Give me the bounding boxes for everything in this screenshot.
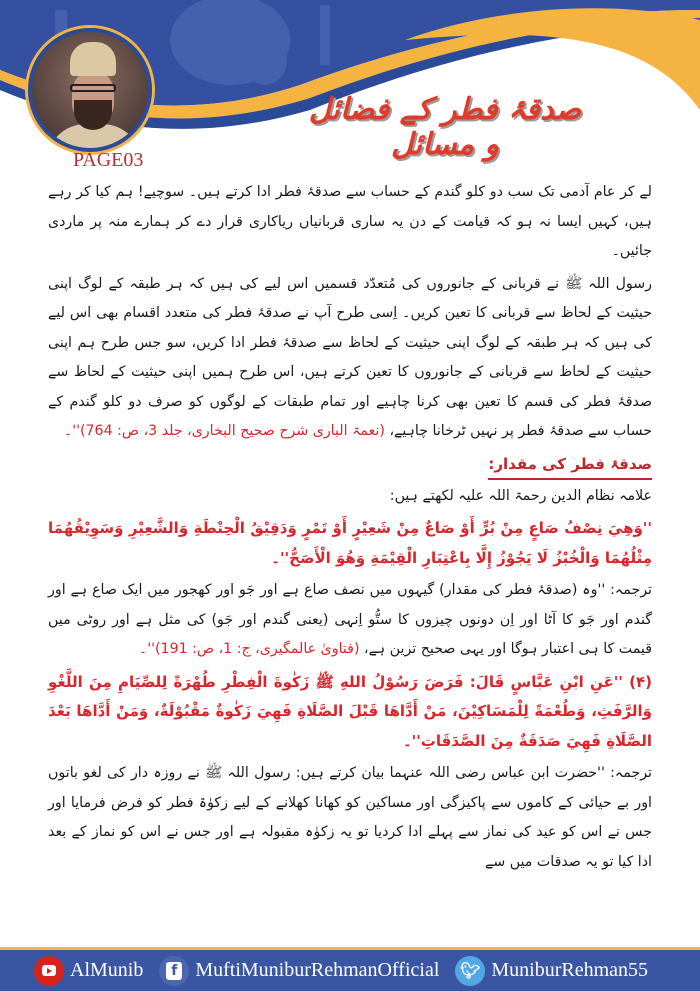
- youtube-icon: [34, 956, 64, 986]
- intro-line: علامہ نظام الدین رحمۃ اللہ علیہ لکھتے ہیں:: [389, 487, 652, 504]
- paragraph-text: رسول اللہ ﷺ نے قربانی کے جانوروں کی مُتعدّد قسمیں اس لیے کی ہیں کہ ہر طبقہ کے لوگ اپنی حیثیت کے لحاظ سے قربانی کا تعین کریں۔ اِسی طرح آپ نے صدقۂ فطر کی متعدد اقسام بھی اس لیے کی ہیں کہ ہر طبقہ کے لوگ اپنی حیثیت کے لحاظ سے صدقۂ فطر ادا کریں، سو جس طرح ہم اپنی حیثیت کے لحاظ سے قربانی کے جانوروں کا تعین کرتے ہیں، اس طرح ہمیں اپنی حیثیت کے لحاظ سے صدقۂ فطر کی قسم کا تعین بھی کرنا چاہیے اور تمام طبقات کے لوگوں کو صرف دو کلو گندم کے حساب سے صدقۂ فطر پر نہیں ٹرخانا چاہیے،: [48, 275, 652, 439]
- citation: (فتاویٰ عالمگیری، ج: 1، ص: 191)''۔: [138, 641, 360, 657]
- translation: [48, 576, 652, 665]
- section-heading: صدقۂ فطر کی مقدار:: [488, 450, 652, 480]
- translation: ترجمہ: ''حضرت ابن عباس رضی اللہ عنہما بیان کرتے ہیں: رسول اللہ ﷺ نے روزہ دار کی لغو باتوں اور بے حیائی کے کاموں سے پاکیزگی اور مساکین کو کھانا کھلانے کے لیے زکوٰۃ فطر کو فرض فرمایا اور جس نے اس کو عید کی نماز سے پہلے ادا کردیا تو یہ زکوٰہ مقبولہ ہے اور جس نے اس کو نماز کے بعد ادا کیا تو یہ صدقات میں سے: [48, 765, 652, 870]
- youtube-handle: AlMunib: [70, 959, 144, 981]
- twitter-icon: 🐦︎: [455, 956, 485, 986]
- social-footer: [0, 947, 700, 991]
- citation: (نعمۃ الباری شرح صحیح البخاری، جلد 3، ص: 764)''۔: [63, 423, 385, 439]
- facebook-handle: MuftiMuniburRehmanOfficial: [195, 959, 440, 981]
- page-title: صدقۂ فطر کے فضائل و مسائل: [308, 92, 582, 162]
- paragraph: [48, 178, 652, 267]
- twitter-handle: MuniburRehman55: [491, 959, 649, 981]
- paragraph-text: لے کر عام آدمی تک سب دو کلو گندم کے حساب سے صدقۂ فطر ادا کرتے ہیں۔ سوچیے! ہم کیا کر رہے ہیں، کہیں ایسا نہ ہو کہ قیامت کے دن یہ ساری قربانیاں ریاکاری قرار دے کر ہمارے منہ پر ماردی جائیں۔: [48, 184, 652, 259]
- facebook-link[interactable]: [159, 956, 439, 986]
- arabic-quote: ''وَهِيَ نِصْفُ صَاعٍ مِنْ بُرٍّ أَوْ صَاعٌ مِنْ شَعِيْرٍ أَوْ تَمْرٍ وَدَقِيْقُ الْحِنْطَةِ وَالشَّعِيْرِ وَسَوِيْقُهُمَا مِثْلُهُمَا وَالْخُبْزُ لَا يَجُوْزُ إِلَّا بِاعْتِبَارِ الْقِيْمَةِ وَهُوَ الْأَصَحُّ''۔: [48, 519, 652, 567]
- article-body: [48, 178, 652, 880]
- page-number-label: PAGE03: [73, 149, 144, 171]
- youtube-link[interactable]: [34, 956, 143, 986]
- author-avatar: [28, 28, 152, 152]
- paragraph: [48, 270, 652, 447]
- arabic-hadith: (۴) ''عَنِ ابْنِ عَبَّاسٍ قَالَ: فَرَضَ رَسُوْلُ اللهِ ﷺ زَكٰوةَ الْفِطْرِ طُهْرَةً لِلصِّيَامِ مِنَ اللَّغْوِ وَالرَّفَثِ، وَطُعْمَةً لِلْمَسَاكِيْنَ، مَنْ أَدَّاهَا قَبْلَ الصَّلَاةِ فَهِيَ زَكٰوةٌ مَقْبُوْلَةٌ، وَمَنْ أَدَّاهَا بَعْدَ الصَّلَاةِ فَهِيَ صَدَقَةٌ مِنَ الصَّدَقَاتِ''۔: [48, 672, 652, 750]
- twitter-link[interactable]: [455, 956, 648, 986]
- facebook-icon: f: [159, 956, 189, 986]
- translation-text: ترجمہ: ''وہ (صدقۂ فطر کی مقدار) گیہوں میں نصف صاع ہے اور جَو اور کھجور میں ایک صاع ہے اور گندم اور جَو کا آٹا اور اِن دونوں چیزوں کا ستُّو اِنہی (یعنی گندم اور جَو) کی مثل ہے اور روٹی میں قیمت کا ہی اعتبار ہوگا اور یہی صحیح ترین ہے،: [48, 582, 652, 657]
